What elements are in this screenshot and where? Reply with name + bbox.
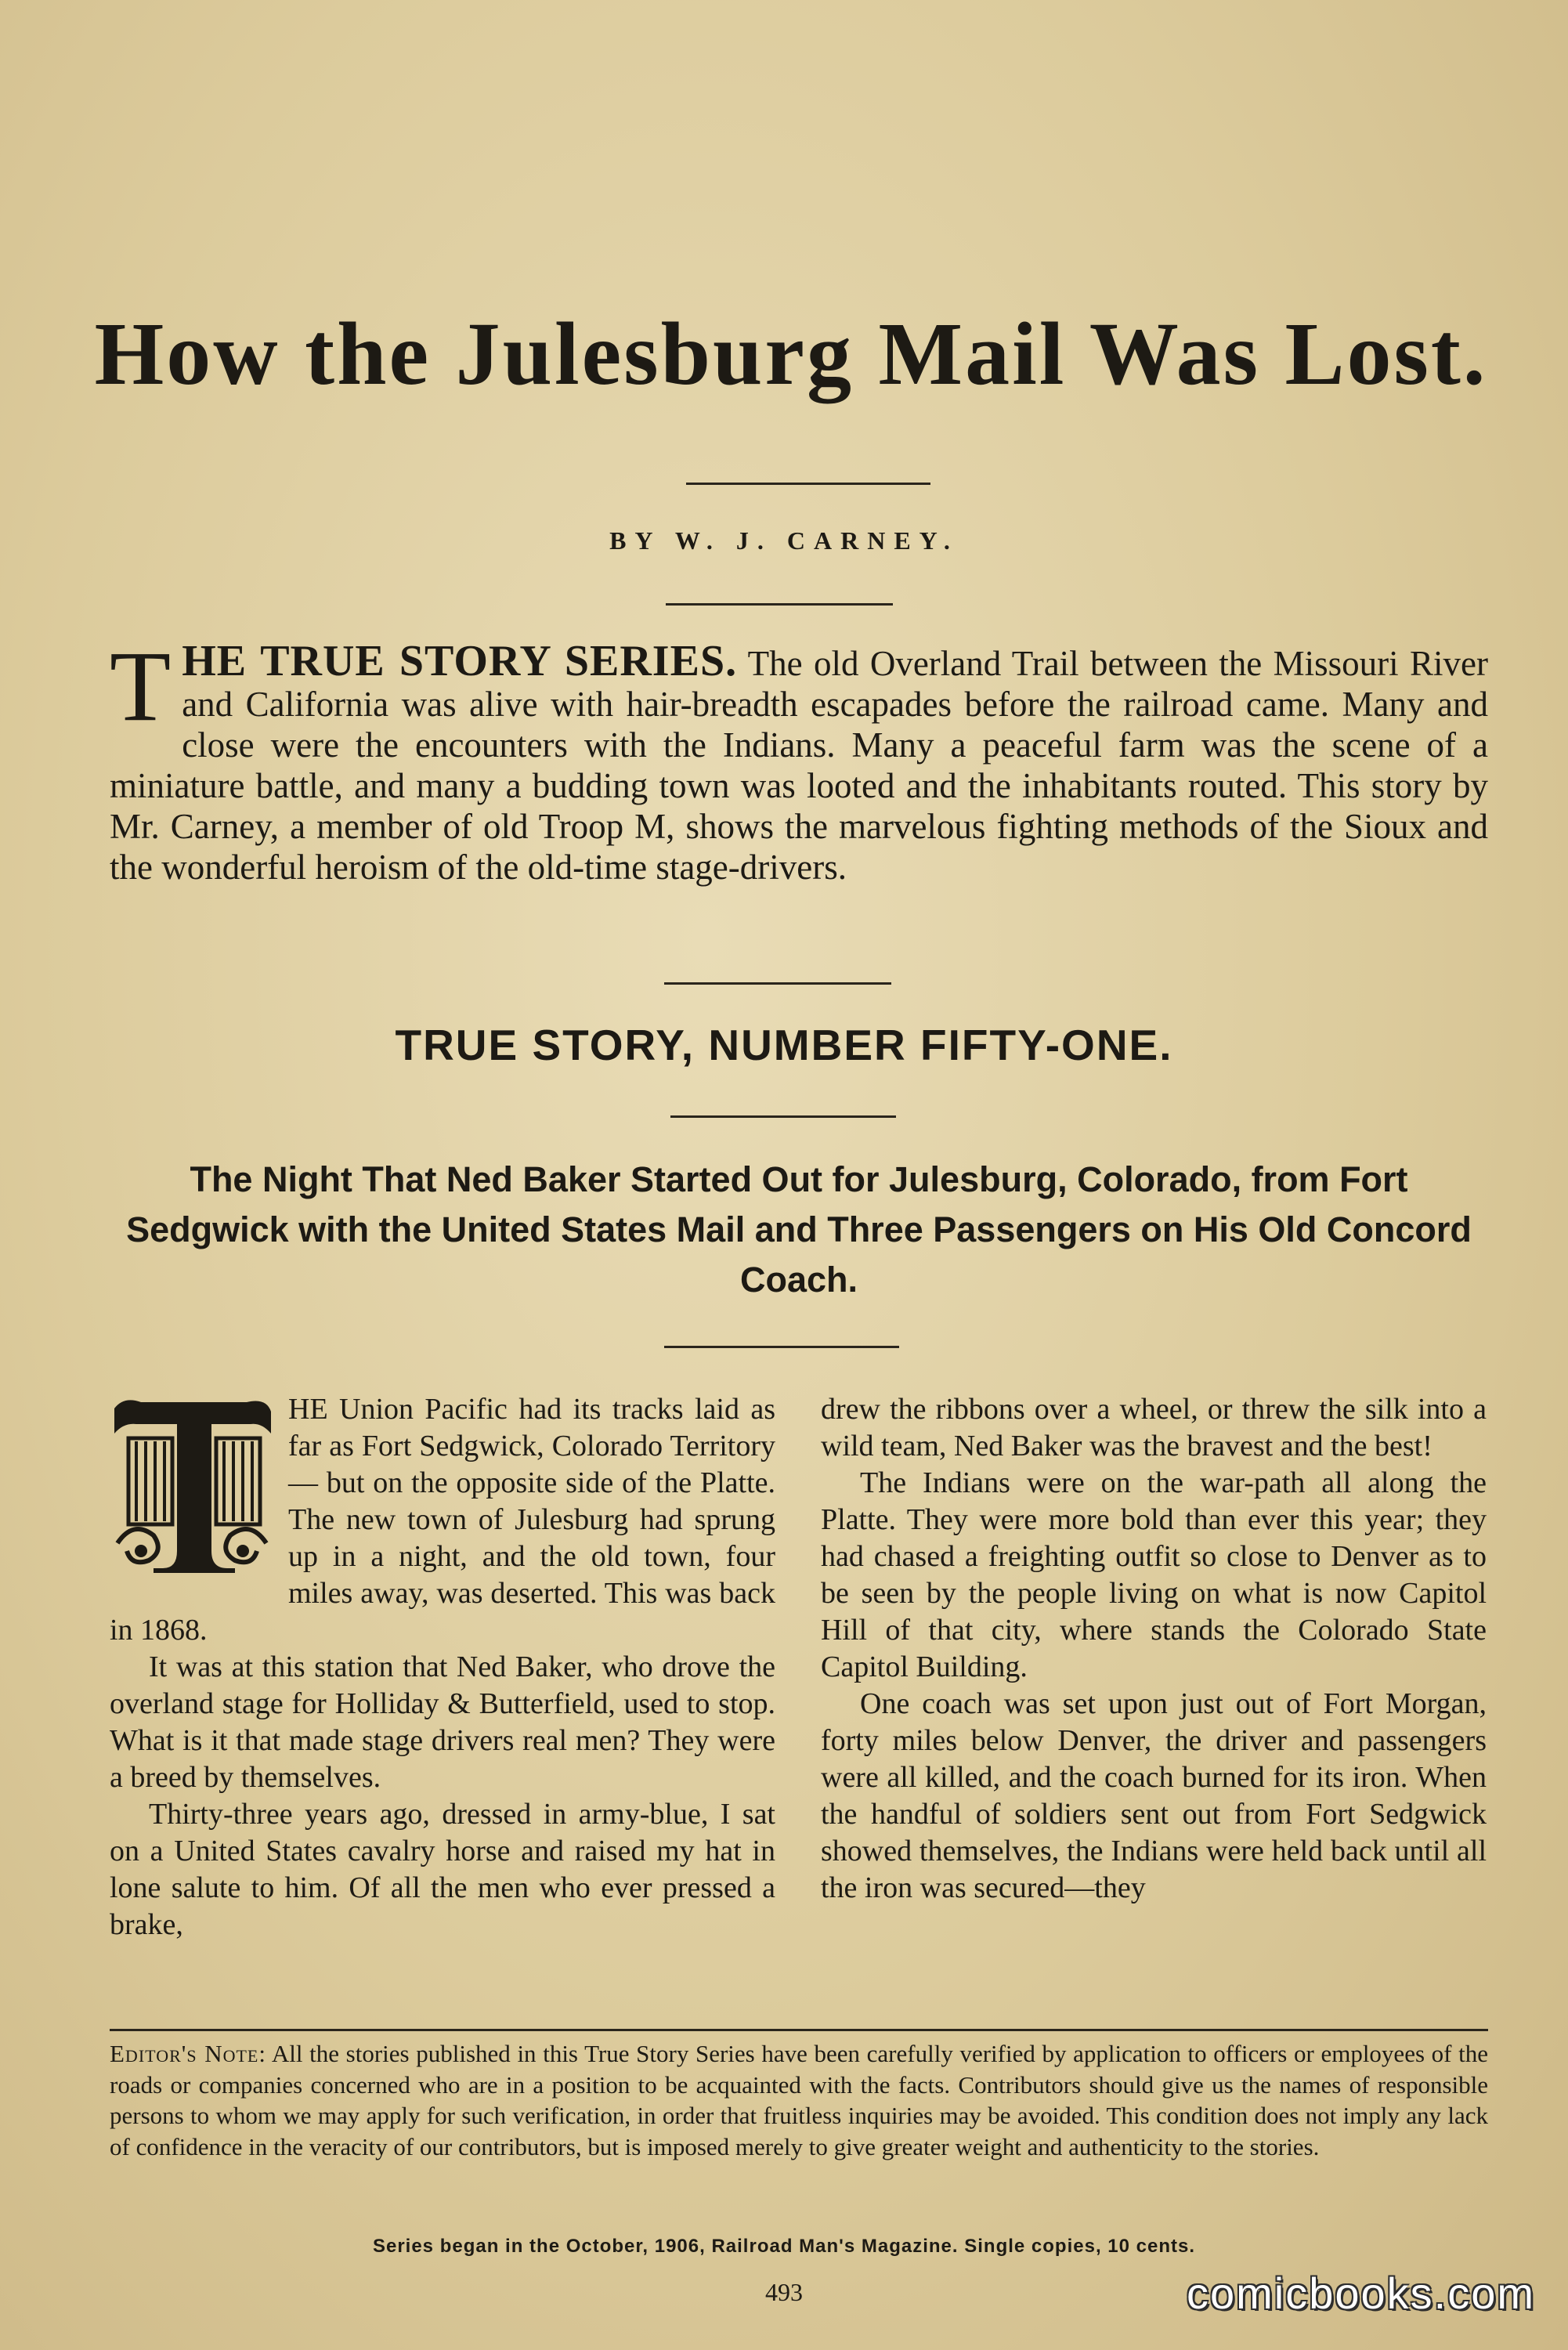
intro-paragraph bbox=[110, 631, 1489, 888]
byline: BY W. J. CARNEY. bbox=[609, 526, 959, 555]
subhead-rule bbox=[664, 1346, 899, 1348]
body-paragraph: The Indians were on the war-path all along the Platte. They were more bold than ever this year; they had chased a freighting outfit so close to Denver as to be seen by the people living on what is now Capitol Hill of that city, where stands the Colorado State Capitol Building. bbox=[821, 1466, 1487, 1683]
editor-note-text: All the stories published in this True Story Series have been carefully verified by application to officers or employees of the roads or companies concerned who are in a position to be acquainted with the facts. Contributors should give us the names of responsible persons to whom we may apply for such verification, in order that fruitless inquiries may be avoided. This condition does not imply any lack of confidence in the veracity of our contributors, but is imposed merely to give greater weight and authenticity to the stories. bbox=[110, 2040, 1488, 2160]
story-subhead: The Night That Ned Baker Started Out for Julesburg, Colorado, from Fort Sedgwick with the United States Mail and Three Passengers on His Old Concord Coach. bbox=[126, 1159, 1472, 1300]
body-paragraph: It was at this station that Ned Baker, who drove the overland stage for Holliday & Butterfield, used to stop. What is it that made stage drivers real men? They were a breed by themselves. bbox=[110, 1650, 775, 1794]
story-number-heading: TRUE STORY, NUMBER FIFTY-ONE. bbox=[395, 1021, 1173, 1069]
series-name: HE TRUE STORY SERIES. bbox=[182, 637, 738, 685]
body-paragraph: Thirty-three years ago, dressed in army-blue, I sat on a United States cavalry horse and raised my hat in lone salute to him. Of all the men who ever pressed a brake, bbox=[110, 1798, 775, 1941]
article-title: How the Julesburg Mail Was Lost. bbox=[94, 304, 1488, 404]
intro-rule bbox=[664, 982, 891, 985]
series-began-line: Series began in the October, 1906, Railroad Man's Magazine. Single copies, 10 cents. bbox=[372, 2236, 1196, 2257]
editor-note-rule bbox=[110, 2029, 1488, 2031]
body-column-right bbox=[821, 1391, 1487, 1907]
intro-text: The old Overland Trail between the Missouri River and California was alive with hair-breadth escapades before the railroad came. Many and close were the encounters with the Indians. Many a peaceful farm was the scene of a miniature battle, and many a budding town was looted and the inhabitants routed. This story by Mr. Carney, a member of old Troop M, shows the marvelous fighting methods of the Sioux and the wonderful heroism of the old-time stage-drivers. bbox=[110, 644, 1489, 887]
page-number: 493 bbox=[765, 2278, 803, 2306]
site-watermark: comicbooks.com bbox=[1186, 2269, 1535, 2318]
ornamental-initial-t-icon bbox=[110, 1394, 274, 1574]
body-column-left bbox=[110, 1391, 775, 1943]
body-paragraph: drew the ribbons over a wheel, or threw the silk into a wild team, Ned Baker was the bravest and the best! bbox=[821, 1393, 1487, 1462]
body-paragraph: HE Union Pacific had its tracks laid as far as Fort Sedgwick, Colorado Territory — but on the opposite side of the Platte. The new town of Julesburg had sprung up in a night, and the old town, four miles away, was deserted. This was back in 1868. bbox=[110, 1393, 775, 1647]
editor-note-label: Editor's Note: bbox=[110, 2040, 266, 2067]
story-number-rule bbox=[670, 1115, 896, 1118]
editor-note bbox=[110, 2038, 1488, 2162]
title-rule bbox=[686, 483, 930, 485]
intro-drop-cap: T bbox=[110, 631, 172, 742]
byline-rule bbox=[666, 603, 893, 606]
body-paragraph: One coach was set upon just out of Fort Morgan, forty miles below Denver, the driver and passengers were all killed, and the coach burned for its iron. When the handful of soldiers sent out from Fort Sedgwick showed themselves, the Indians were held back until all the iron was secured—they bbox=[821, 1687, 1487, 1904]
